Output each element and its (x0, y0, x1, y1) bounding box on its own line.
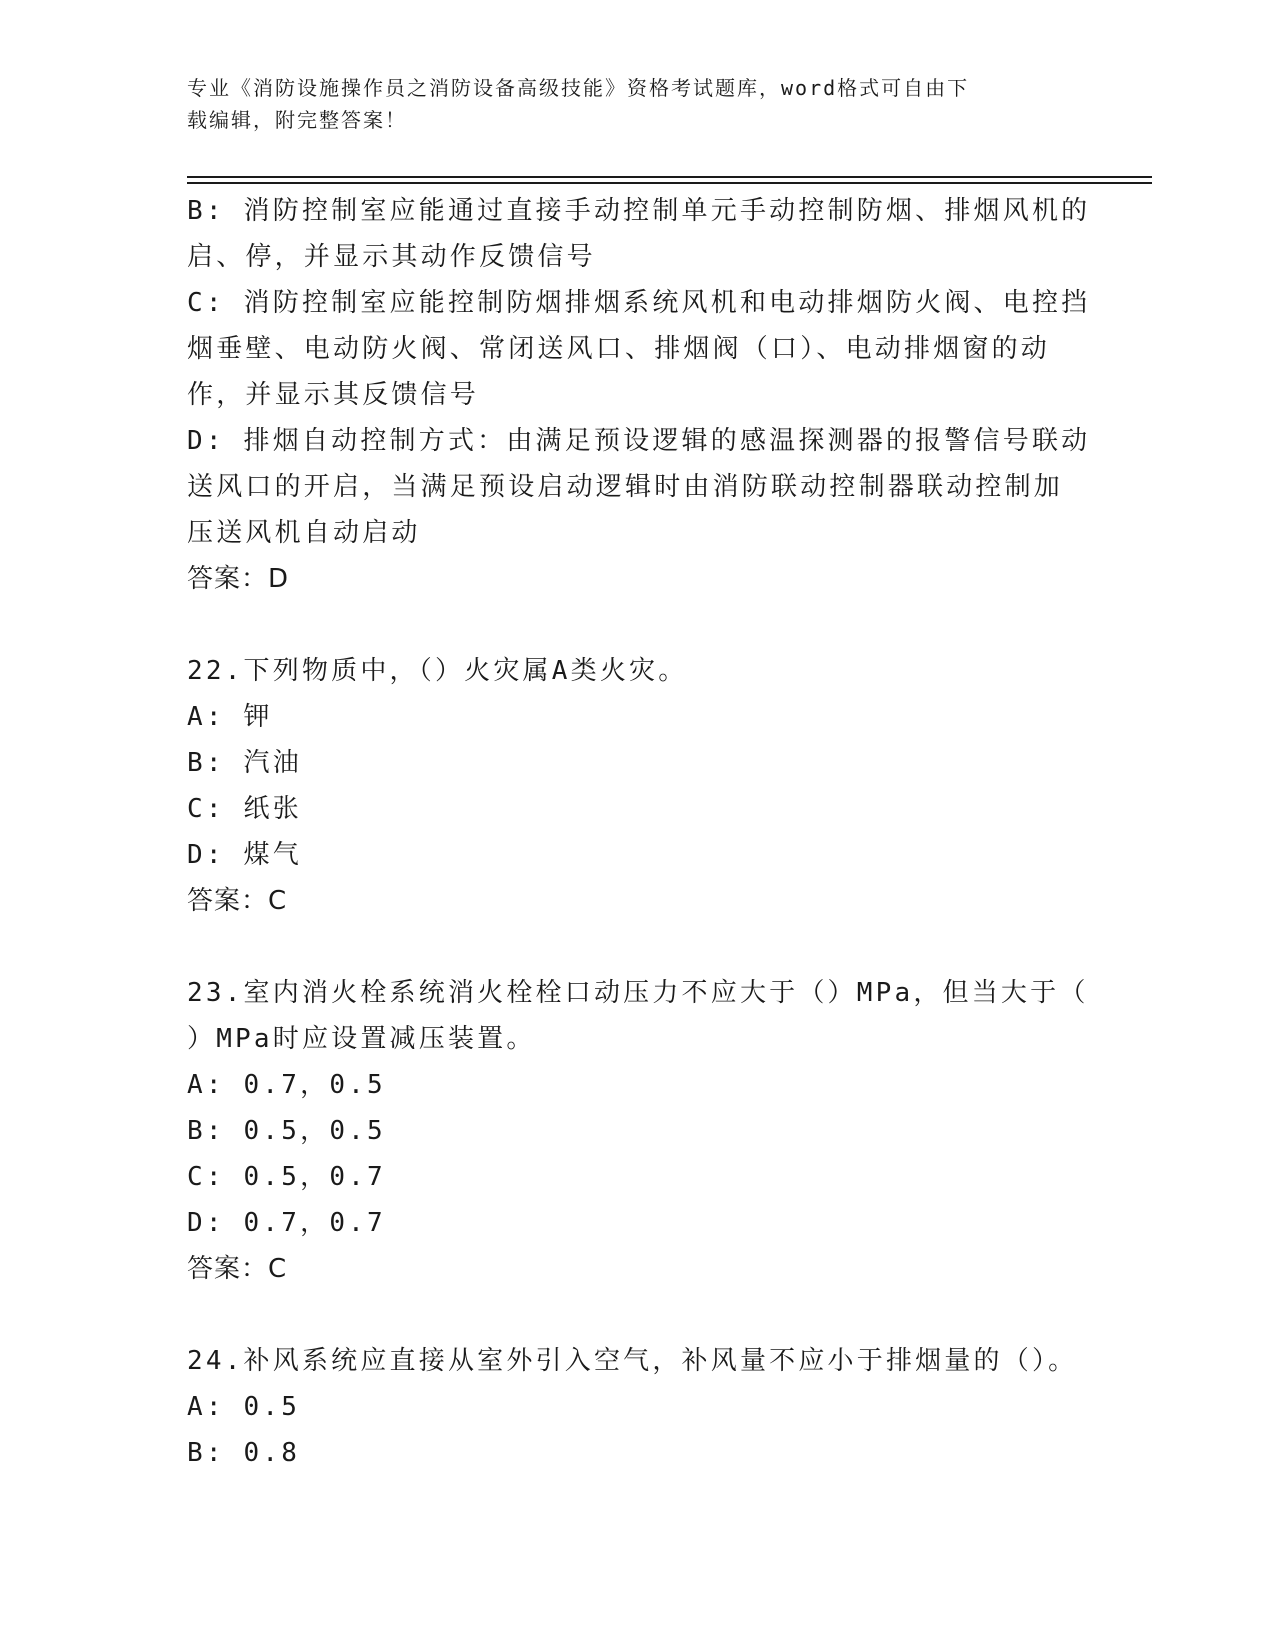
question-stem: 24.补风系统应直接从室外引入空气，补风量不应小于排烟量的（）。 (187, 1346, 1078, 1376)
option-c: C: 纸张 (187, 794, 302, 824)
question-stem-line-2: ）MPa时应设置减压装置。 (187, 1024, 536, 1054)
header-divider-bottom (187, 182, 1152, 184)
question-stem: 22.下列物质中，（）火灾属A类火灾。 (187, 656, 688, 686)
option-b-line-2: 启、停，并显示其动作反馈信号 (187, 242, 596, 272)
spacer (187, 924, 1067, 970)
option-d: D: 煤气 (187, 840, 302, 870)
option-a: A: 钾 (187, 702, 273, 732)
option-c: C: 0.5，0.7 (187, 1162, 386, 1192)
answer: 答案：D (187, 564, 290, 594)
option-b-line-1: B: 消防控制室应能通过直接手动控制单元手动控制防烟、排烟风机的 (187, 196, 1091, 226)
header-line-1: 专业《消防设施操作员之消防设备高级技能》资格考试题库，word格式可自由下 (187, 76, 970, 100)
option-b: B: 0.8 (187, 1438, 301, 1468)
question-24 (187, 1338, 1078, 1476)
question-22 (187, 648, 1067, 924)
question-content (187, 188, 1091, 1476)
option-c-line-3: 作，并显示其反馈信号 (187, 380, 480, 410)
answer: 答案：C (187, 886, 288, 916)
spacer (187, 1292, 1067, 1338)
question-23 (187, 970, 1089, 1292)
option-c-line-2: 烟垂壁、电动防火阀、常闭送风口、排烟阀（口）、电动排烟窗的动 (187, 334, 1051, 364)
question-21-tail (187, 188, 1091, 602)
answer: 答案：C (187, 1254, 288, 1284)
option-a: A: 0.5 (187, 1392, 301, 1422)
option-b: B: 汽油 (187, 748, 302, 778)
spacer (187, 602, 1067, 648)
document-header (187, 72, 1067, 136)
header-line-2: 载编辑，附完整答案！ (187, 108, 407, 132)
option-d-line-1: D: 排烟自动控制方式：由满足预设逻辑的感温探测器的报警信号联动 (187, 426, 1091, 456)
option-d: D: 0.7，0.7 (187, 1208, 386, 1238)
option-a: A: 0.7，0.5 (187, 1070, 386, 1100)
option-b: B: 0.5，0.5 (187, 1116, 386, 1146)
option-d-line-3: 压送风机自动启动 (187, 518, 421, 548)
header-divider-top (187, 176, 1152, 178)
option-d-line-2: 送风口的开启，当满足预设启动逻辑时由消防联动控制器联动控制加 (187, 472, 1064, 502)
question-stem-line-1: 23.室内消火栓系统消火栓栓口动压力不应大于（）MPa，但当大于（ (187, 978, 1089, 1008)
option-c-line-1: C: 消防控制室应能控制防烟排烟系统风机和电动排烟防火阀、电控挡 (187, 288, 1091, 318)
